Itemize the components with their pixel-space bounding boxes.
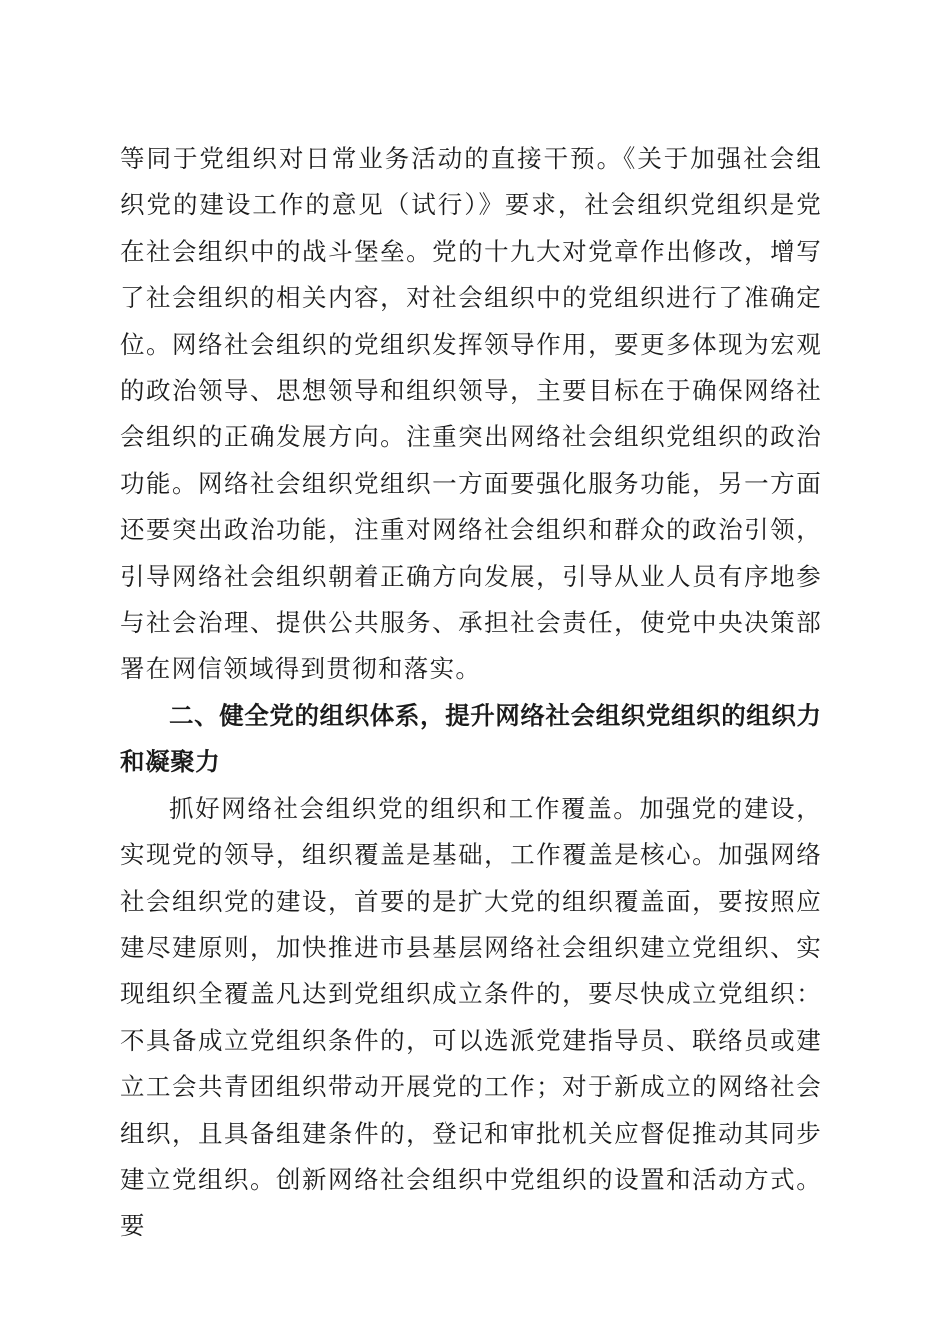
section-heading: 二、健全党的组织体系，提升网络社会组织党组织的组织力和凝聚力 [120, 700, 822, 777]
document-body [120, 136, 822, 1250]
body-paragraph-continued: 等同于党组织对日常业务活动的直接干预。《关于加强社会组织党的建设工作的意见（试行）》要求，社会组织党组织是党在社会组织中的战斗堡垒。党的十九大对党章作出修改，增写了社会组织的相关内容，对社会组织中的党组织进行了准确定位。网络社会组织的党组织发挥领导作用，要更多体现为宏观的政治领导、思想领导和组织领导，主要目标在于确保网络社会组织的正确发展方向。注重突出网络社会组织党组织的政治功能。网络社会组织党组织一方面要强化服务功能，另一方面还要突出政治功能，注重对网络社会组织和群众的政治引领，引导网络社会组织朝着正确方向发展，引导从业人员有序地参与社会治理、提供公共服务、承担社会责任，使党中央决策部署在网信领域得到贯彻和落实。 [120, 144, 822, 684]
body-paragraph: 抓好网络社会组织党的组织和工作覆盖。加强党的建设，实现党的领导，组织覆盖是基础，工作覆盖是核心。加强网络社会组织党的建设，首要的是扩大党的组织覆盖面，要按照应建尽建原则，加快推进市县基层网络社会组织建立党组织、实现组织全覆盖凡达到党组织成立条件的，要尽快成立党组织：不具备成立党组织条件的，可以选派党建指导员、联络员或建立工会共青团组织带动开展党的工作；对于新成立的网络社会组织，且具备组建条件的，登记和审批机关应督促推动其同步建立党组织。创新网络社会组织中党组织的设置和活动方式。要 [120, 793, 822, 1241]
